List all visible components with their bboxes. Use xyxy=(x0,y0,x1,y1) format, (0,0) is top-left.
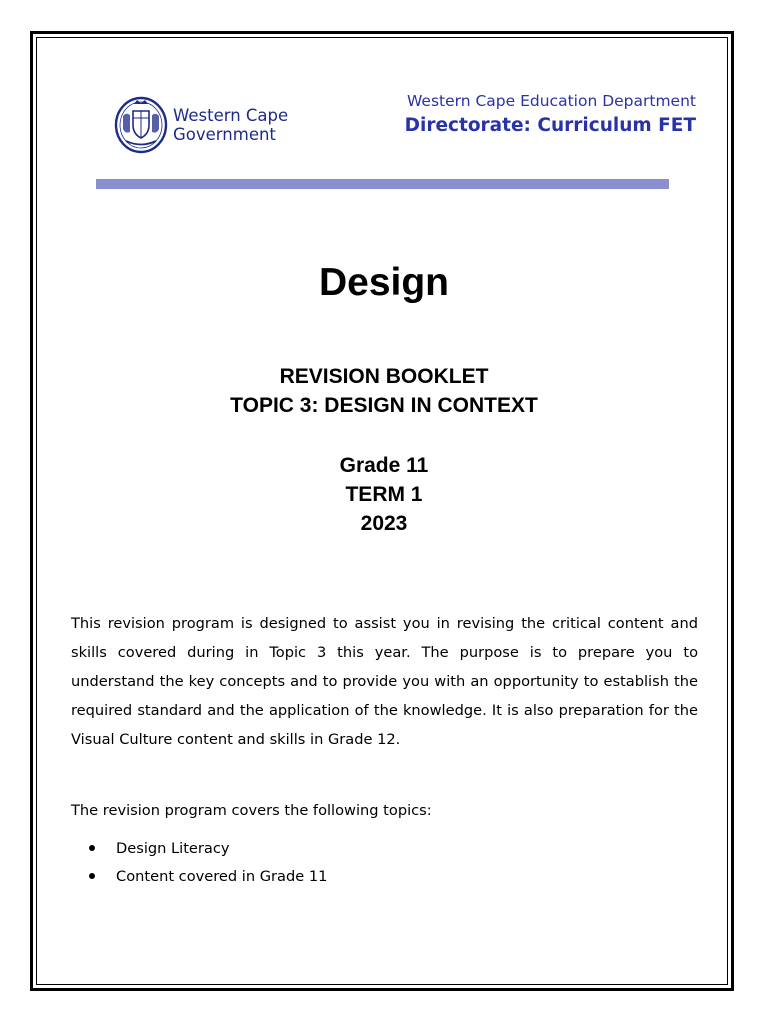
subtitle-line-1: REVISION BOOKLET xyxy=(279,365,489,388)
page-title: Design xyxy=(318,261,450,304)
year-label: 2023 xyxy=(360,512,408,535)
topic-label: Design Literacy xyxy=(116,839,230,857)
directorate-name: Directorate: Curriculum FET xyxy=(404,115,696,136)
subtitle-line-2: TOPIC 3: DESIGN IN CONTEXT xyxy=(230,394,538,417)
grade-term-year xyxy=(0,451,768,538)
bullet-icon xyxy=(89,845,95,851)
topics-intro: The revision program covers the following topics: xyxy=(71,802,432,819)
term-label: TERM 1 xyxy=(345,483,423,506)
list-item xyxy=(89,862,327,890)
bullet-icon xyxy=(89,873,95,879)
list-item xyxy=(89,834,327,862)
header-divider xyxy=(96,179,669,189)
logo-text-line-2: Government xyxy=(173,125,276,144)
logo-text-line-1: Western Cape xyxy=(173,106,289,125)
western-cape-government-logo xyxy=(113,94,288,156)
topics-list xyxy=(89,834,327,890)
department-name: Western Cape Education Department xyxy=(406,92,696,110)
topic-label: Content covered in Grade 11 xyxy=(116,867,328,885)
intro-paragraph: This revision program is designed to assist you in revising the critical content and skills covered during in Topic 3 this year. The purpose is to prepare you to understand the key concepts and to provide you with an opportunity to establish the required standard and the application of the knowledge. It is also preparation for the Visual Culture content and skills in Grade 12. xyxy=(71,615,698,748)
booklet-subtitle xyxy=(0,362,768,420)
grade-label: Grade 11 xyxy=(339,454,429,477)
department-header xyxy=(405,90,696,140)
coat-of-arms-icon xyxy=(113,94,169,156)
